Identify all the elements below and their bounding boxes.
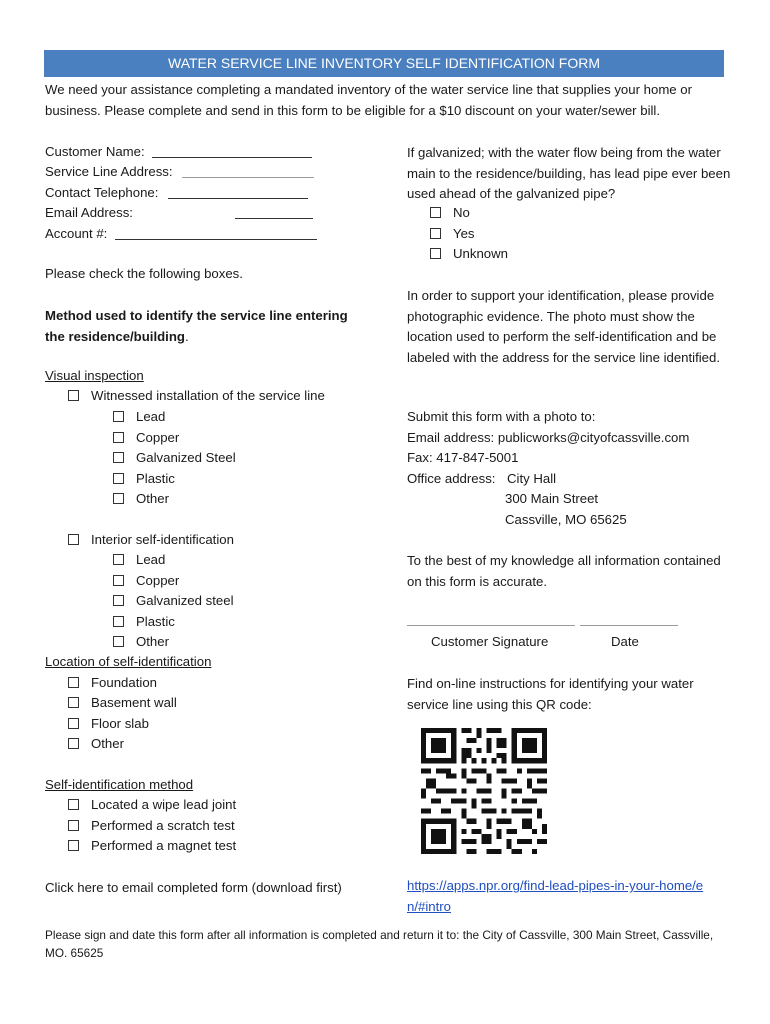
method-title: Self-identification method <box>45 777 194 792</box>
photo-instructions: In order to support your identification, please provide photographic evidence. The photo must show the location used to perform the self-identification and be labeled with the address for the service line identified. <box>407 288 721 365</box>
option-label: Lead <box>136 552 166 567</box>
option-label: Performed a magnet test <box>91 838 237 853</box>
option-label: Other <box>136 491 169 506</box>
account-field[interactable] <box>115 226 317 240</box>
option-label: Copper <box>136 430 180 445</box>
interior-galvanized-option[interactable] <box>113 592 234 609</box>
checkbox-icon[interactable] <box>68 820 79 831</box>
option-label: Floor slab <box>91 716 149 731</box>
method-wipe-option[interactable] <box>68 796 236 813</box>
checkbox-icon[interactable] <box>113 452 124 463</box>
checkbox-icon[interactable] <box>430 228 441 239</box>
checkbox-icon[interactable] <box>68 718 79 729</box>
office-address-label: Office address: <box>407 471 496 486</box>
office-address-line2: 300 Main Street <box>505 491 599 506</box>
customer-name-label: Customer Name: <box>45 144 145 159</box>
option-label: No <box>453 205 470 220</box>
email-form-link[interactable]: Click here to email completed form (download first) <box>45 880 342 895</box>
submit-fax: Fax: 417-847-5001 <box>407 450 519 465</box>
option-label: Lead <box>136 409 166 424</box>
galvanized-yes-option[interactable] <box>430 225 475 242</box>
interior-other-option[interactable] <box>113 633 169 650</box>
customer-name-row <box>45 143 312 160</box>
interior-identification-option[interactable] <box>68 531 234 548</box>
signature-label: Customer Signature <box>431 634 549 649</box>
location-foundation-option[interactable] <box>68 674 157 691</box>
office-address-line3: Cassville, MO 65625 <box>505 512 627 527</box>
qr-instructions: Find on-line instructions for identifying your water service line using this QR code: <box>407 676 694 712</box>
checkbox-icon[interactable] <box>113 554 124 565</box>
visual-copper-option[interactable] <box>113 429 179 446</box>
interior-copper-option[interactable] <box>113 572 179 589</box>
contact-phone-field[interactable] <box>168 185 308 199</box>
checkbox-icon[interactable] <box>113 473 124 484</box>
account-row <box>45 225 317 242</box>
signature-line[interactable] <box>407 611 575 628</box>
checkbox-icon[interactable] <box>113 432 124 443</box>
method-magnet-option[interactable] <box>68 837 236 854</box>
submit-email: Email address: publicworks@cityofcassville.com <box>407 430 690 445</box>
visual-inspection-title: Visual inspection <box>45 368 144 383</box>
checkbox-icon[interactable] <box>113 595 124 606</box>
intro-paragraph: We need your assistance completing a mandated inventory of the water service line that supplies your home or business. Please complete and send in this form to be eligible for a $10 discount on your water/sewer bill. <box>45 82 693 118</box>
option-label: Yes <box>453 226 475 241</box>
option-label: Located a wipe lead joint <box>91 797 237 812</box>
witnessed-installation-option[interactable] <box>68 387 325 404</box>
checkbox-icon[interactable] <box>430 207 441 218</box>
date-field[interactable] <box>580 612 678 626</box>
option-label: Foundation <box>91 675 157 690</box>
qr-code-image[interactable] <box>421 724 547 858</box>
signature-field[interactable] <box>407 612 575 626</box>
customer-name-field[interactable] <box>152 144 312 158</box>
email-field[interactable] <box>235 205 313 219</box>
galvanized-question: If galvanized; with the water flow being from the water main to the residence/building, has lead pipe ever been used ahead of the galvanized pipe? <box>407 145 731 201</box>
attestation-text: To the best of my knowledge all information contained on this form is accurate. <box>407 553 721 589</box>
option-label: Interior self-identification <box>91 532 234 547</box>
option-label: Copper <box>136 573 180 588</box>
galvanized-unknown-option[interactable] <box>430 245 508 262</box>
option-label: Witnessed installation of the service line <box>91 388 325 403</box>
visual-galvanized-option[interactable] <box>113 449 236 466</box>
check-boxes-prompt: Please check the following boxes. <box>45 266 243 281</box>
checkbox-icon[interactable] <box>68 738 79 749</box>
checkbox-icon[interactable] <box>68 677 79 688</box>
option-label: Galvanized Steel <box>136 450 236 465</box>
submit-intro: Submit this form with a photo to: <box>407 409 596 424</box>
visual-lead-option[interactable] <box>113 408 165 425</box>
option-label: Plastic <box>136 614 175 629</box>
contact-phone-row <box>45 184 308 201</box>
checkbox-icon[interactable] <box>113 411 124 422</box>
checkbox-icon[interactable] <box>68 799 79 810</box>
checkbox-icon[interactable] <box>68 840 79 851</box>
galvanized-no-option[interactable] <box>430 204 470 221</box>
option-label: Basement wall <box>91 695 177 710</box>
checkbox-icon[interactable] <box>430 248 441 259</box>
option-label: Unknown <box>453 246 508 261</box>
location-floor-slab-option[interactable] <box>68 715 149 732</box>
option-label: Other <box>91 736 124 751</box>
account-label: Account #: <box>45 226 108 241</box>
option-label: Plastic <box>136 471 175 486</box>
option-label: Performed a scratch test <box>91 818 235 833</box>
qr-url-link[interactable]: https://apps.npr.org/find-lead-pipes-in-your-home/en/#intro <box>407 878 704 914</box>
location-basement-option[interactable] <box>68 694 177 711</box>
checkbox-icon[interactable] <box>68 390 79 401</box>
footer-instructions: Please sign and date this form after all information is completed and return it to: the City of Cassville, 300 Main Street, Cassville, MO. 65625 <box>45 928 714 960</box>
visual-other-option[interactable] <box>113 490 169 507</box>
location-title: Location of self-identification <box>45 654 212 669</box>
visual-plastic-option[interactable] <box>113 470 175 487</box>
service-address-label: Service Line Address: <box>45 164 173 179</box>
interior-lead-option[interactable] <box>113 551 165 568</box>
contact-phone-label: Contact Telephone: <box>45 185 159 200</box>
option-label: Other <box>136 634 169 649</box>
service-address-row <box>45 163 314 180</box>
interior-plastic-option[interactable] <box>113 613 175 630</box>
checkbox-icon[interactable] <box>113 616 124 627</box>
date-line[interactable] <box>580 611 678 628</box>
email-label: Email Address: <box>45 205 133 220</box>
service-address-field[interactable] <box>182 164 314 178</box>
email-row <box>45 204 313 221</box>
form-title-banner: WATER SERVICE LINE INVENTORY SELF IDENTIFICATION FORM <box>44 50 724 77</box>
checkbox-icon[interactable] <box>68 697 79 708</box>
method-heading-text: Method used to identify the service line entering the residence/building <box>45 308 348 344</box>
checkbox-icon[interactable] <box>68 534 79 545</box>
location-other-option[interactable] <box>68 735 124 752</box>
method-heading: Method used to identify the service line entering the residence/building. <box>45 308 348 344</box>
date-label: Date <box>611 634 639 649</box>
checkbox-icon[interactable] <box>113 493 124 504</box>
checkbox-icon[interactable] <box>113 575 124 586</box>
checkbox-icon[interactable] <box>113 636 124 647</box>
option-label: Galvanized steel <box>136 593 234 608</box>
method-scratch-option[interactable] <box>68 817 235 834</box>
office-address-line1: City Hall <box>507 471 557 486</box>
